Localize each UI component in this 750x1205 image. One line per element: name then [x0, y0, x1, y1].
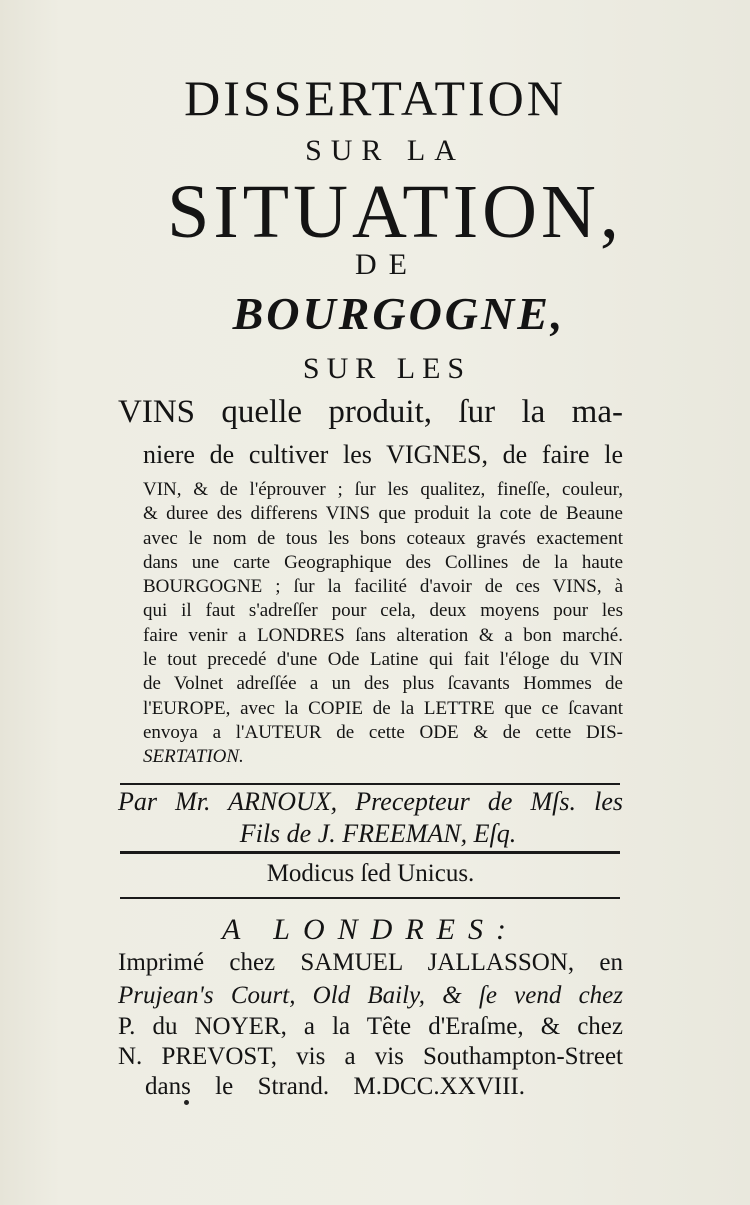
author-block	[118, 786, 623, 850]
title-dissertation: DISSERTATION	[184, 70, 566, 126]
imprint-line: P. du NOYER, a la Tête d'Eraſme, & chez	[118, 1013, 623, 1040]
body-line: faire venir a LONDRES ſans alteration & a bon marché.	[143, 624, 623, 646]
body-line: qui il faut s'adreſſer pour cela, deux moyens pour les	[143, 600, 623, 622]
title-bourgogne: BOURGOGNE,	[232, 288, 566, 339]
author-line: Fils de J. FREEMAN, Eſq.	[239, 819, 517, 848]
body-line: BOURGOGNE ; ſur la facilité d'avoir de ces VINS, à	[143, 576, 623, 598]
divider-rule	[120, 897, 620, 899]
imprint-line: dans le Strand. M.DCC.XXVIII.	[145, 1073, 525, 1100]
body-line: dans une carte Geographique des Collines de la haute	[143, 551, 623, 573]
body-line: le tout precedé d'une Ode Latine qui fait l'éloge du VIN	[143, 649, 623, 671]
body-line: de Volnet adreſſée a un des plus ſcavants Hommes de	[143, 673, 623, 695]
body-line: envoya a l'AUTEUR de cette ODE & de cette DIS-	[143, 721, 623, 743]
body-paragraph	[143, 478, 623, 770]
title-sur-les: SUR LES	[302, 352, 472, 385]
imprint-line: Prujean's Court, Old Baily, & ſe vend chez	[118, 982, 623, 1009]
body-line-vins: VINS quelle produit, ſur la ma-	[118, 394, 623, 430]
body-line: VIN, & de l'éprouver ; ſur les qualitez, fineſſe, couleur,	[143, 479, 623, 500]
body-line: l'EUROPE, avec la COPIE de la LETTRE que ce ſcavant	[143, 697, 623, 719]
title-de: DE	[355, 248, 419, 281]
body-line: avec le nom de tous les bons coteaux gravés exactement	[143, 527, 623, 549]
author-line: Par Mr. ARNOUX, Precepteur de Mſs. les	[118, 787, 623, 816]
ink-dot	[184, 1100, 189, 1105]
imprint-line: Imprimé chez SAMUEL JALLASSON, en	[118, 949, 623, 976]
title-situation: SITUATION,	[167, 170, 623, 254]
body-line: & duree des differens VINS que produit la cote de Beaune	[143, 503, 623, 525]
divider-rule	[120, 783, 620, 785]
body-line-vignes: niere de cultiver les VIGNES, de faire le	[143, 440, 623, 469]
motto: Modicus ſed Unicus.	[266, 860, 475, 887]
imprint-line: N. PREVOST, vis a vis Southampton-Street	[118, 1043, 623, 1070]
divider-rule	[120, 851, 620, 854]
body-line: SERTATION.	[143, 746, 244, 768]
title-sur-la: SUR LA	[305, 134, 465, 167]
imprint-place: A LONDRES:	[222, 913, 519, 946]
